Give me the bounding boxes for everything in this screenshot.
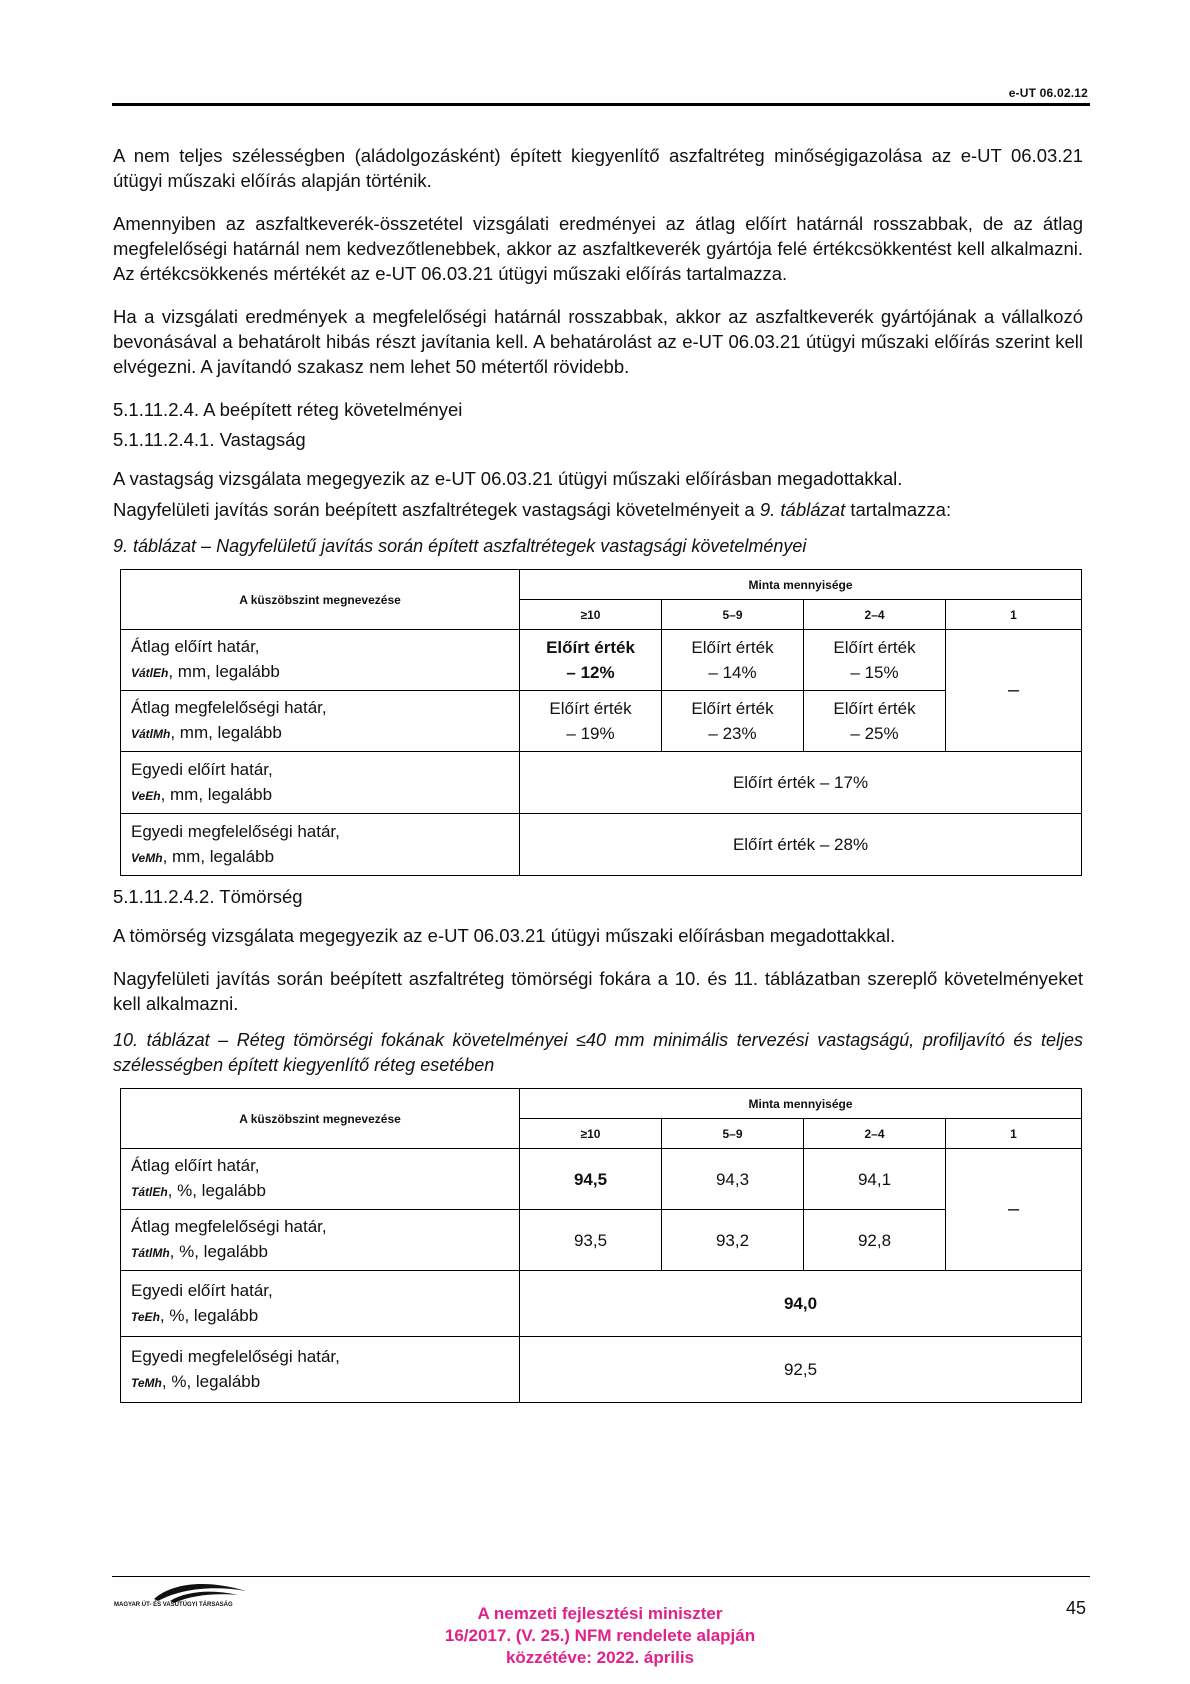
- row-label: [121, 1149, 520, 1210]
- caption-number: 10. táblázat: [113, 1030, 210, 1050]
- footer-rule: [112, 1576, 1090, 1577]
- header-rule: [112, 103, 1090, 106]
- cell-line: Előírt érték: [546, 638, 635, 657]
- row-symbol: VátlMh: [131, 727, 171, 741]
- table9-sample-col: 1: [946, 600, 1082, 630]
- table-row: [121, 1337, 1082, 1403]
- table-cell: 94,5: [520, 1149, 662, 1210]
- cell-line: – 19%: [566, 724, 615, 743]
- row-symbol: TeMh: [131, 1375, 162, 1390]
- table-cell-merged: 94,0: [520, 1271, 1082, 1337]
- row-name: Egyedi megfelelőségi határ,: [131, 1346, 340, 1366]
- table-reference: 9. táblázat: [759, 499, 846, 520]
- paragraph-compaction-test: A tömörség vizsgálata megegyezik az e-UT 06.03.21 útügyi műszaki előírásban megadottakkal.: [113, 925, 896, 946]
- row-symbol: VeMh: [131, 850, 163, 865]
- section-heading-compaction: 5.1.11.2.4.2. Tömörség: [113, 886, 303, 907]
- row-unit: , %, legalább: [169, 1242, 268, 1261]
- table-cell: 94,1: [804, 1149, 946, 1210]
- table-cell: 92,8: [804, 1210, 946, 1271]
- table-cell-merged: Előírt érték – 17%: [520, 752, 1082, 814]
- document-id: e-UT 06.02.12: [1008, 86, 1088, 100]
- cell-line: Előírt érték: [833, 699, 916, 718]
- publication-line: közzétéve: 2022. április: [505, 1648, 695, 1667]
- table10-sample-col: 2–4: [804, 1119, 946, 1149]
- row-unit: , %, legalább: [161, 1371, 261, 1391]
- row-name: Egyedi megfelelőségi határ,: [131, 821, 340, 841]
- table10-col-label: A küszöbszint megnevezése: [121, 1089, 520, 1149]
- paragraph-compaction-requirements: Nagyfelületi javítás során beépített aszfaltréteg tömörségi fokára a 10. és 11. táblázatban szereplő követelményeket kell alkalmazni.: [113, 968, 1083, 1014]
- table-cell-dash: –: [946, 1149, 1082, 1271]
- table-row: [121, 814, 1082, 876]
- row-symbol: TeEh: [131, 1309, 160, 1324]
- paragraph-quality-certification: A nem teljes szélességben (aládolgozásként) épített kiegyenlítő aszfaltréteg minőségigazolása az e-UT 06.03.21 útügyi műszaki előírás alapján történik.: [113, 145, 1083, 191]
- table10-sample-col: ≥10: [520, 1119, 662, 1149]
- row-label: [121, 1337, 520, 1403]
- table9-sample-col: ≥10: [520, 600, 662, 630]
- table-cell: [520, 691, 662, 752]
- row-symbol: TátlMh: [131, 1246, 170, 1260]
- table-row: [121, 691, 1082, 752]
- cell-line: – 23%: [708, 724, 757, 743]
- page-number: 45: [1065, 1598, 1086, 1618]
- publication-line: 16/2017. (V. 25.) NFM rendelete alapján: [444, 1626, 756, 1645]
- row-unit: , mm, legalább: [168, 662, 280, 681]
- table10-sample-col: 5–9: [662, 1119, 804, 1149]
- table-cell: 93,2: [662, 1210, 804, 1271]
- row-unit: , mm, legalább: [162, 846, 275, 866]
- table-row: [121, 1149, 1082, 1210]
- row-unit: , mm, legalább: [170, 723, 282, 742]
- table9-caption: 9. táblázat – Nagyfelületű javítás során épített aszfaltrétegek vastagsági követelményei: [113, 536, 807, 556]
- paragraph-thickness-requirements: [113, 497, 1083, 522]
- table-cell: 93,5: [520, 1210, 662, 1271]
- table10-caption: [113, 1028, 1083, 1078]
- table-cell: 94,3: [662, 1149, 804, 1210]
- cell-line: – 15%: [850, 663, 899, 682]
- table-cell: [662, 630, 804, 691]
- table9-col-label: A küszöbszint megnevezése: [121, 570, 520, 630]
- cell-line: Előírt érték: [691, 699, 774, 718]
- table-cell-merged: Előírt érték – 28%: [520, 814, 1082, 876]
- caption-text: – Réteg tömörségi fokának követelményei ≤40 mm minimális tervezési vastagságú, profiljavító és teljes szélességben épített kiegyenlítő réteg esetében: [113, 1030, 1083, 1075]
- row-label: [121, 814, 520, 876]
- row-symbol: VeEh: [131, 788, 161, 803]
- row-label: [121, 691, 520, 752]
- table9-sample-col: 2–4: [804, 600, 946, 630]
- text-fragment: tartalmazza:: [845, 499, 952, 520]
- paragraph-repair: Ha a vizsgálati eredmények a megfelelőségi határnál rosszabbak, akkor az aszfaltkeverék gyártójának a vállalkozó bevonásával a behatárolt hibás részt javítania kell. A behatárolást az e-UT 06.03.21 útügyi műszaki előírás szerint kell elvégezni. A javítandó szakasz nem lehet 50 métertől rövidebb.: [113, 306, 1083, 377]
- table-cell-dash: –: [946, 630, 1082, 752]
- row-label: [121, 630, 520, 691]
- text-fragment: Nagyfelületi javítás során beépített aszfaltrétegek vastagsági követelményeit a: [113, 499, 760, 520]
- row-label: [121, 752, 520, 814]
- table-row: [121, 1271, 1082, 1337]
- table-cell: [662, 691, 804, 752]
- organization-name: MAGYAR ÚT- ÉS VASÚTÜGYI TÁRSASÁG: [114, 1602, 233, 1608]
- row-label: [121, 1210, 520, 1271]
- row-name: Egyedi előírt határ,: [131, 759, 273, 779]
- row-name: Átlag megfelelőségi határ,: [131, 698, 327, 717]
- table10-compaction-requirements: [120, 1088, 1082, 1403]
- cell-line: – 14%: [708, 663, 757, 682]
- row-name: Átlag előírt határ,: [131, 1156, 260, 1175]
- organization-logo-icon: [114, 1581, 264, 1615]
- table9-sample-col: 5–9: [662, 600, 804, 630]
- paragraph-thickness-test: A vastagság vizsgálata megegyezik az e-UT 06.03.21 útügyi műszaki előírásban megadottakkal.: [113, 468, 903, 489]
- table-cell: [804, 691, 946, 752]
- cell-line: – 25%: [850, 724, 899, 743]
- table-row: [121, 630, 1082, 691]
- cell-line: Előírt érték: [833, 638, 916, 657]
- table9-sample-header: Minta mennyisége: [520, 570, 1082, 600]
- table10-sample-col: 1: [946, 1119, 1082, 1149]
- section-heading-layer-requirements: 5.1.11.2.4. A beépített réteg követelményei: [113, 399, 463, 420]
- row-unit: , mm, legalább: [160, 784, 273, 804]
- row-symbol: VátlEh: [131, 666, 169, 680]
- table10-sample-header: Minta mennyisége: [520, 1089, 1082, 1119]
- row-name: Egyedi előírt határ,: [131, 1280, 273, 1300]
- cell-line: Előírt érték: [691, 638, 774, 657]
- row-name: Átlag előírt határ,: [131, 637, 260, 656]
- row-unit: , %, legalább: [167, 1181, 266, 1200]
- cell-line: – 12%: [566, 663, 615, 682]
- table-row: [121, 1210, 1082, 1271]
- row-label: [121, 1271, 520, 1337]
- row-name: Átlag megfelelőségi határ,: [131, 1217, 327, 1236]
- table-row: [121, 752, 1082, 814]
- section-heading-thickness: 5.1.11.2.4.1. Vastagság: [113, 429, 306, 450]
- table-cell: [804, 630, 946, 691]
- paragraph-value-reduction: Amennyiben az aszfaltkeverék-összetétel vizsgálati eredményei az átlag előírt határnál rosszabbak, de az átlag megfelelőségi határnál nem kedvezőtlenebbek, akkor az aszfaltkeverék gyártója felé értékcsökkentést kell alkalmazni. Az értékcsökkenés mértékét az e-UT 06.03.21 útügyi műszaki előírás tartalmazza.: [113, 213, 1083, 284]
- table9-thickness-requirements: [120, 569, 1082, 876]
- main-content: [113, 143, 1083, 1403]
- table-cell: [520, 630, 662, 691]
- publication-note: [410, 1603, 790, 1669]
- table-cell-merged: 92,5: [520, 1337, 1082, 1403]
- publication-line: A nemzeti fejlesztési miniszter: [477, 1604, 723, 1623]
- row-unit: , %, legalább: [159, 1305, 259, 1325]
- cell-line: Előírt érték: [549, 699, 632, 718]
- row-symbol: TátlEh: [131, 1185, 168, 1199]
